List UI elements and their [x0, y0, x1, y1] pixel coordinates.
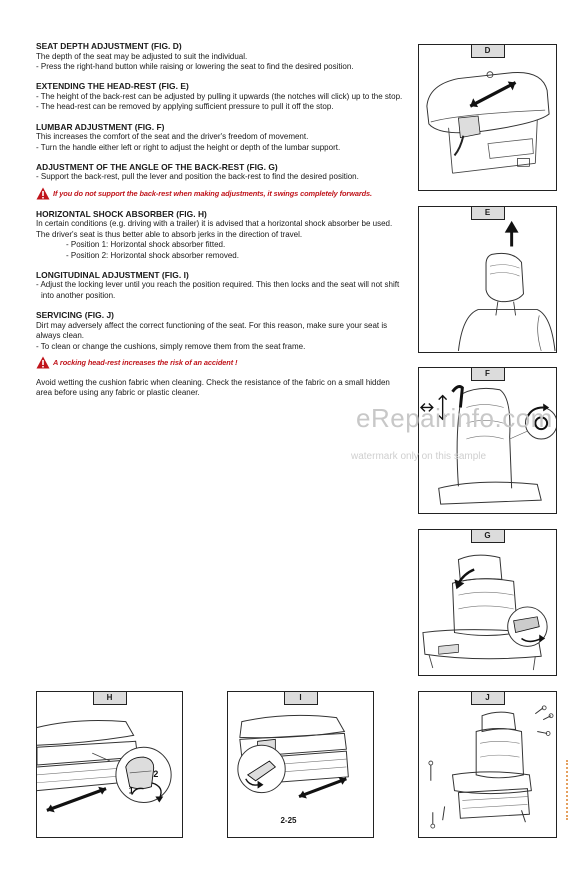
servicing-note: Avoid wetting the cushion fabric when cleaning. Check the resistance of the fabric on a small hidden area before using any fabric or plastic cleaner.	[36, 378, 390, 398]
section-title: SERVICING (FIG. J)	[36, 310, 114, 321]
section-servicing	[36, 310, 408, 352]
figure-label: E	[471, 207, 505, 220]
margin-mark	[566, 760, 571, 820]
section-line: This increases the comfort of the seat and the driver's freedom of movement.	[36, 132, 309, 142]
figure-label: H	[93, 692, 127, 705]
section-title: LONGITUDINAL ADJUSTMENT (FIG. I)	[36, 269, 189, 280]
seat-depth-illustration	[419, 45, 556, 190]
watermark-logo: eRepairinfo.com	[356, 403, 553, 433]
section-line: - Turn the handle either left or right to adjust the height or depth of the lumbar support.	[36, 142, 341, 152]
section-line: In certain conditions (e.g. driving with a trailer) it is advised that a horizontal shock absorber be used. The driver's seat is thus better able to absorb jerks in the direction of travel.	[36, 219, 393, 239]
section-subline: - Position 1: Horizontal shock absorber fitted.	[66, 240, 226, 250]
section-line: - Support the back-rest, pull the lever and position the back-rest to find the desired position.	[36, 172, 359, 182]
head-rest-illustration	[419, 207, 556, 352]
section-shock-absorber	[36, 209, 408, 261]
figure-g	[418, 529, 557, 676]
page-number: 2-25	[280, 816, 297, 825]
warning-text: A rocking head-rest increases the risk of an accident !	[53, 358, 238, 367]
backrest-angle-illustration	[419, 530, 556, 675]
section-seat-depth	[36, 41, 408, 72]
warning-text: If you do not support the back-rest when making adjustments, it swings completely forwards.	[53, 188, 373, 198]
callout-position-1: 1	[128, 785, 134, 796]
section-line: - Press the right-hand button while raising or lowering the seat to find the desired position.	[36, 61, 354, 71]
callout-position-2: 2	[153, 768, 159, 779]
section-lumbar	[36, 122, 408, 153]
figure-label: D	[471, 45, 505, 58]
section-line: Dirt may adversely affect the correct functioning of the seat. For this reason, make sure your seat is always clean.	[36, 320, 388, 341]
section-head-rest	[36, 81, 408, 112]
warning-note	[36, 356, 408, 369]
section-title: LUMBAR ADJUSTMENT (FIG. F)	[36, 121, 165, 132]
section-title: HORIZONTAL SHOCK ABSORBER (FIG. H)	[36, 208, 207, 219]
section-title: EXTENDING THE HEAD-REST (FIG. E)	[36, 81, 189, 92]
figure-label: I	[284, 692, 318, 705]
section-line: The depth of the seat may be adjusted to suit the individual.	[36, 51, 248, 61]
watermark-note: watermark only on this sample	[351, 451, 487, 462]
figure-label: J	[471, 692, 505, 705]
section-line: - The head-rest can be removed by applying sufficient pressure to pull it off the stop.	[36, 102, 334, 112]
warning-icon	[36, 187, 50, 200]
section-subline: - Position 2: Horizontal shock absorber removed.	[66, 250, 239, 260]
section-backrest-angle	[36, 162, 408, 183]
section-line: - To clean or change the cushions, simply remove them from the seat frame.	[36, 341, 306, 351]
warning-icon	[36, 356, 50, 369]
section-title: SEAT DEPTH ADJUSTMENT (FIG. D)	[36, 41, 182, 51]
section-line: - The height of the back-rest can be adjusted by pulling it upwards (the notches will click) up to the stop.	[36, 91, 403, 101]
figure-f	[418, 367, 557, 514]
figure-label: G	[471, 530, 505, 543]
figure-d	[418, 44, 557, 191]
lumbar-illustration	[419, 368, 556, 513]
section-title: ADJUSTMENT OF THE ANGLE OF THE BACK-REST (FIG. G)	[36, 161, 278, 172]
section-line: - Adjust the locking lever until you reach the position required. This then locks and the seat will not shift into another position.	[36, 280, 400, 300]
section-longitudinal	[36, 270, 408, 301]
text-column	[36, 41, 408, 399]
warning-note	[36, 187, 408, 200]
figure-e	[418, 206, 557, 353]
figure-label: F	[471, 368, 505, 381]
